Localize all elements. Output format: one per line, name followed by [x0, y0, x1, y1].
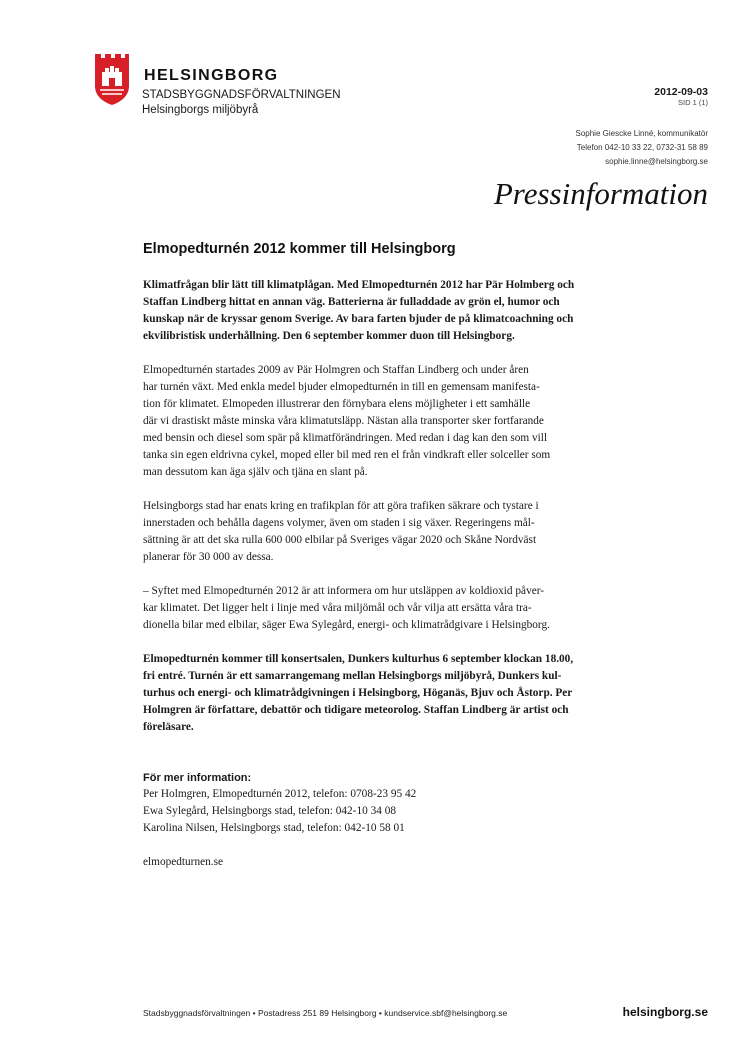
document-type-title: Pressinformation: [493, 176, 708, 211]
article-body: [143, 277, 613, 871]
contact-name: Sophie Giescke Linné, kommunikatör: [575, 129, 708, 138]
contact-line: Karolina Nilsen, Helsingborgs stad, telefon: 042-10 58 01: [143, 822, 405, 834]
document-meta: [654, 86, 708, 108]
contact-line: Per Holmgren, Elmopedturnén 2012, telefon: 0708-23 95 42: [143, 788, 417, 800]
headline: Elmopedturnén 2012 kommer till Helsingborg: [143, 241, 456, 257]
contact-line: Ewa Sylegård, Helsingborgs stad, telefon: 042-10 34 08: [143, 805, 396, 817]
org-department: STADSBYGGNADSFÖRVALTNINGEN: [142, 89, 341, 101]
press-contact: [575, 127, 708, 169]
org-name: HELSINGBORG: [144, 67, 279, 84]
helsingborg-coat-of-arms-icon: [92, 50, 132, 106]
contact-phone: Telefon 042-10 33 22, 0732-31 58 89: [576, 143, 708, 152]
body-paragraph: Elmopedturnén startades 2009 av Pär Holmgren och Staffan Lindberg och under åren har turnén växt. Med enkla medel bjuder elmopedturnén in till en gemensam manifesta- tion för klimatet. Elmopeden illustrerar den förnybara elens möjligheter i ett samhälle där vi drastiskt måste minska våra klimatutsläpp. Nästan alla transporter sker fortfarande med bensin och diesel som spär på klimatförändringen. Med redan i dag kan den som vill tanka sin egen eldrivna cykel, moped eller bil med ren el från vindkraft eller solceller som man dessutom kan äga själv och tjäna en slant på.: [143, 364, 551, 478]
footer-domain-link[interactable]: helsingborg.se: [622, 1005, 708, 1019]
event-paragraph: Elmopedturnén kommer till konsertsalen, Dunkers kulturhus 6 september klockan 18.00, fri entré. Turnén är ett samarrangemang mellan Helsingborgs miljöbyrå, Dunkers kul- turhus och energi- och klimatrådgivningen i Helsingborg, Höganäs, Bjuv och Åstorp. Per Holmgren är författare, debattör och tidigare meteorolog. Staffan Lindberg är artist och föreläsare.: [143, 653, 574, 733]
more-info-heading: För mer information:: [143, 772, 252, 784]
body-paragraph: Helsingborgs stad har enats kring en trafikplan för att göra trafiken säkrare och tystare i innerstaden och behålla dagens volymer, även om staden i sig växer. Regeringens mål- sättning är att det ska rulla 600 000 elbilar på Sveriges vägar 2020 och Skåne Nordväst planerar för 30 000 av dessa.: [143, 500, 539, 563]
lead-paragraph: Klimatfrågan blir lätt till klimatplågan. Med Elmopedturnén 2012 har Pär Holmberg och Staffan Lindberg hittat en annan väg. Batterierna är fulladdade av grön el, humor och kunskap när de kryssar genom Sverige. Av bara farten bjuder de på klimatcoachning och ekvilibristisk underhållning. Den 6 september kommer duon till Helsingborg.: [143, 279, 575, 342]
more-info-contacts: [143, 786, 613, 837]
contact-email: sophie.linne@helsingborg.se: [605, 157, 708, 166]
footer-address: Stadsbyggnadsförvaltningen • Postadress 251 89 Helsingborg • kundservice.sbf@helsingborg.se: [143, 1008, 508, 1018]
document-date: 2012-09-03: [654, 86, 708, 98]
quote-paragraph: – Syftet med Elmopedturnén 2012 är att informera om hur utsläppen av koldioxid påver- kar klimatet. Det ligger helt i linje med våra miljömål och vår vilja att ersätta våra tra- dionella bilar med elbilar, säger Ewa Sylegård, energi- och klimatrådgivare i Helsingborg.: [143, 585, 550, 631]
website-link[interactable]: elmopedturnen.se: [143, 856, 223, 868]
org-unit: Helsingborgs miljöbyrå: [142, 104, 259, 116]
page-number: SID 1 (1): [677, 98, 708, 107]
